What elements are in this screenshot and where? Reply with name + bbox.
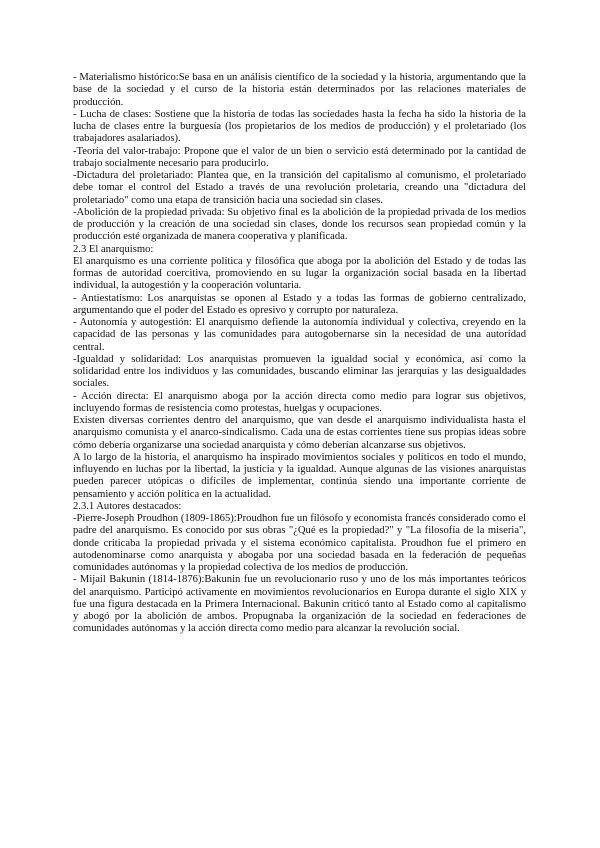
paragraph-autonomia: - Autonomía y autogestión: El anarquismo defiende la autonomía individual y colectiva, creyendo en la capacidad de las personas y las comunidades para autogobernarse sin la necesidad de una autoridad central.: [73, 317, 526, 353]
section-heading-anarquismo: 2.3 El anarquismo:: [73, 243, 154, 255]
paragraph-lucha-de-clases: - Lucha de clases: Sostiene que la historia de todas las sociedades hasta la fecha ha sido la historia de la lucha de clases entre la burguesía (los propietarios de los medios de producción) y el proletariado (los trabajadores asalariados).: [73, 108, 526, 145]
paragraph-abolicion-propiedad: -Abolición de la propiedad privada: Su objetivo final es la abolición de la propiedad privada de los medios de producción y la creación de una sociedad sin clases, donde los recursos sean propiedad común y la producción esté organizada de manera cooperativa y planificada.: [73, 206, 526, 243]
paragraph-dictadura-proletariado: -Dictadura del proletariado: Plantea que, en la transición del capitalismo al comunismo, el proletariado debe tomar el control del Estado a través de una revolución proletaria, creando una "dictadura del proletariado" como una etapa de transición hacia una sociedad sin clases.: [73, 170, 526, 206]
paragraph-historia: A lo largo de la historia, el anarquismo ha inspirado movimientos sociales y políticos en todo el mundo, influyendo en luchas por la libertad, la justicia y la igualdad. Aunque algunas de las visiones anarquistas pueden parecer utópicas o difíciles de implementar, continúa siendo una importante corriente de pensamiento y acción política en la actualidad.: [73, 451, 526, 500]
paragraph-corrientes: Existen diversas corrientes dentro del anarquismo, que van desde el anarquismo individualista hasta el anarquismo comunista y el anarco-sindicalismo. Cada una de estas corrientes tiene sus propias ideas sobre cómo debería organizarse una sociedad anarquista y cómo deberían alcanzarse sus objetivos.: [73, 415, 526, 451]
paragraph-anarquismo-intro: El anarquismo es una corriente política y filosófica que aboga por la abolición del Estado y de todas las formas de autoridad coercitiva, promoviendo en su lugar la organización social basada en la libertad individual, la autogestión y la cooperación voluntaria.: [73, 255, 526, 292]
paragraph-proudhon: -Pierre-Joseph Proudhon (1809-1865):Proudhon fue un filósofo y economista francés considerado como el padre del anarquismo. Es conocido por sus obras "¿Qué es la propiedad?" y "La filosofía de la miseria", donde criticaba la propiedad privada y el sistema económico capitalista. Proudhon fue el primero en autodenominarse como anarquista y abogaba por una sociedad basada en la federación de pequeñas comunidades autónomas y la propiedad colectiva de los medios de producción.: [73, 513, 526, 573]
paragraph-materialismo-historico: - Materialismo histórico:Se basa en un análisis científico de la sociedad y la historia, argumentando que la base de la sociedad y el curso de la historia están determinados por las relaciones materiales de producción.: [73, 72, 526, 108]
paragraph-teoria-valor-trabajo: -Teoría del valor-trabajo: Propone que el valor de un bien o servicio está determinado por la cantidad de trabajo socialmente necesario para producirlo.: [73, 145, 526, 169]
paragraph-bakunin: - Mijail Bakunin (1814-1876):Bakunin fue un revolucionario ruso y uno de los más importantes teóricos del anarquismo. Participó activamente en movimientos revolucionarios en Europa durante el siglo XIX y fue una figura destacada en la Primera Internacional. Bakunin criticó tanto al Estado como al capitalismo y abogó por la abolición de ambos. Propugnaba la organización de la sociedad en federaciones de comunidades autónomas y la acción directa como medio para alcanzar la revolución social.: [73, 574, 526, 635]
paragraph-antiestatismo: - Antiestatismo: Los anarquistas se oponen al Estado y a todas las formas de gobierno centralizado, argumentando que el poder del Estado es opresivo y corrupto por naturaleza.: [73, 292, 526, 316]
paragraph-accion-directa: - Acción directa: El anarquismo aboga por la acción directa como medio para lograr sus objetivos, incluyendo formas de resistencia como protestas, huelgas y ocupaciones.: [73, 390, 526, 414]
document-page: [73, 72, 526, 636]
section-heading-autores: 2.3.1 Autores destacados:: [73, 500, 182, 512]
paragraph-igualdad: -Igualdad y solidaridad: Los anarquistas promueven la igualdad social y económica, así como la solidaridad entre los individuos y las comunidades, buscando eliminar las jerarquías y las desigualdades sociales.: [73, 353, 526, 390]
